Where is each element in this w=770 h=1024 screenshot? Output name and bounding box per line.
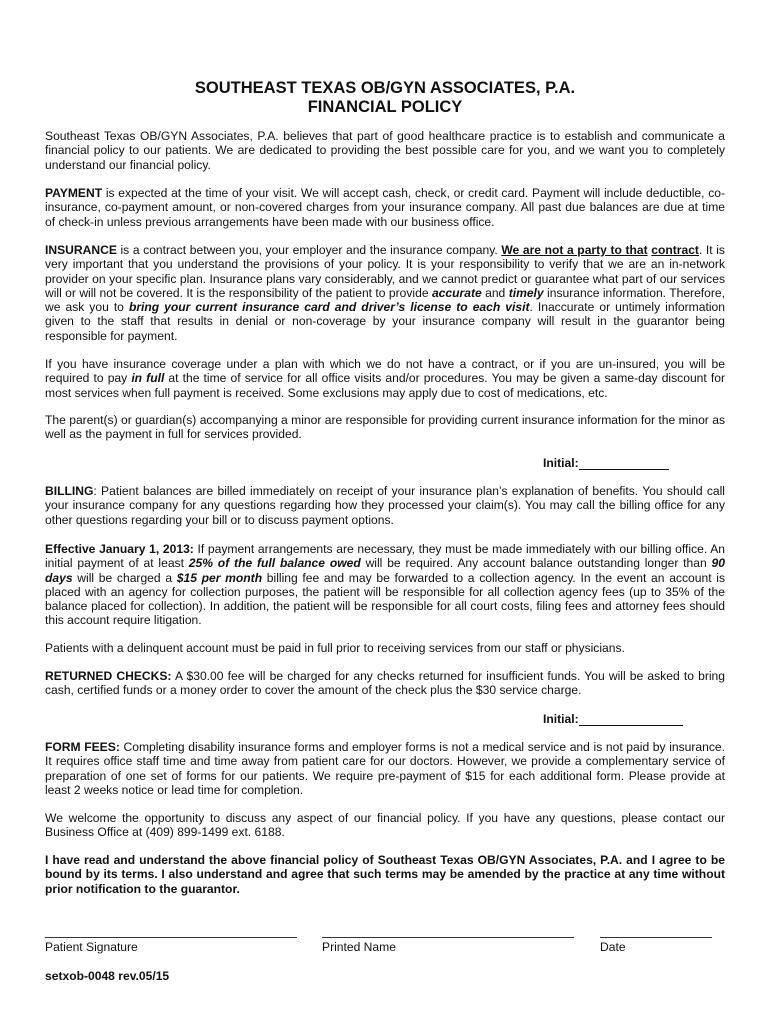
initial-field-1[interactable]: [543, 456, 669, 470]
initial-line[interactable]: [579, 713, 683, 726]
insurance-paragraph: [45, 243, 725, 343]
agreement-paragraph: I have read and understand the above financial policy of Southeast Texas OB/GYN Associates, P.A. and I agree to be bound by its terms. I also understand and agree that such terms may be amended by the practice at any time without prior notification to the guarantor.: [45, 853, 725, 896]
date-line[interactable]: [600, 937, 712, 938]
uninsured-text-2: at the time of service for all office visits and/or procedures. You may be given a same-day discount for most services when full payment is received. Some exclusions may apply due to cost of medications, etc.: [45, 371, 725, 400]
billing-text: : Patient balances are billed immediately on receipt of your insurance plan’s explanation of benefits. You should call your insurance company for any questions regarding how they processed your claim(s). You may call the billing office for any other questions regarding your bill or to discuss payment options.: [45, 484, 725, 527]
effective-emphasis-25-percent: 25% of the full balance owed: [188, 556, 361, 571]
date-label: Date: [600, 940, 626, 954]
initial-line[interactable]: [579, 457, 669, 470]
form-fees-text: Completing disability insurance forms and employer forms is not a medical service and is not paid by insurance. It requires office staff time and time away from patient care for our doctors. However, we provide a complementary service of preparation of one set of forms for our patients. We require pre-payment of $15 for each additional form. Please provide at least 2 weeks notice or lead time for completion.: [45, 740, 726, 797]
initial-label: Initial:: [543, 456, 579, 470]
effective-emphasis-15-per-month: $15 per month: [176, 570, 263, 585]
effective-paragraph: [45, 542, 725, 628]
insurance-text-3: and: [481, 285, 509, 300]
minor-paragraph: The parent(s) or guardian(s) accompanying a minor are responsible for providing current insurance information for the minor as well as the payment in full for services provided.: [45, 413, 725, 442]
page-subtitle: FINANCIAL POLICY: [307, 98, 463, 116]
effective-label: Effective January 1, 2013:: [45, 542, 194, 556]
effective-text-1: If payment arrangements are necessary, they must be made immediately with our billing office. An initial payment of at least: [45, 542, 725, 571]
form-revision-code: setxob-0048 rev.05/15: [45, 969, 170, 983]
initial-label: Initial:: [543, 712, 579, 726]
printed-name-label: Printed Name: [322, 940, 396, 954]
payment-text: is expected at the time of your visit. We will accept cash, check, or credit card. Payment will include deductible, co-insurance, co-payment amount, or non-covered charges from your insurance company. All past due balances are due at time of check-in unless previous arrangements have been made with our business office.: [45, 186, 725, 229]
form-fees-paragraph: [45, 740, 725, 797]
insurance-emphasis-timely: timely: [508, 285, 544, 300]
insurance-text-5: . Inaccurate or untimely information given to the staff that results in denial or non-coverage by your insurance company will result in the guarantor being responsible for payment.: [45, 300, 725, 343]
insurance-text-2: . It is very important that you understand the provisions of your policy. It is your responsibility to verify that we are an in-network provider on your specific plan. Insurance plans vary considerably, and we cannot predict or guarantee what part of our services will or will not be covered. It is the responsibility of the patient to provide: [45, 243, 725, 300]
returned-checks-text: A $30.00 fee will be charged for any checks returned for insufficient funds. You will be asked to bring cash, certified funds or a money order to cover the amount of the check plus the $30 service charge.: [45, 669, 725, 698]
uninsured-text-1: If you have insurance coverage under a plan with which we do not have a contract, or if you are un-insured, you will be required to pay: [45, 357, 725, 386]
initial-field-2[interactable]: [543, 712, 683, 726]
form-fees-label: FORM FEES:: [45, 740, 120, 754]
insurance-underline-2: contract: [651, 243, 699, 257]
insurance-label: INSURANCE: [45, 243, 117, 257]
patient-signature-label: Patient Signature: [45, 940, 138, 954]
printed-name-line[interactable]: [322, 937, 574, 938]
effective-text-4: billing fee and may be forwarded to a collection agency. In the event an account is placed with an agency for collection purposes, the patient will be responsible for all collection agency fees (up to 35% of the balance placed for collection). In addition, the patient will be responsible for all court costs, filing fees and attorney fees should this account require litigation.: [45, 570, 725, 628]
insurance-text-1: is a contract between you, your employer and the insurance company.: [116, 243, 502, 257]
returned-checks-paragraph: [45, 669, 725, 698]
payment-label: PAYMENT: [45, 186, 103, 200]
welcome-paragraph: We welcome the opportunity to discuss any aspect of our financial policy. If you have any questions, please contact our Business Office at (409) 899-1499 ext. 6188.: [45, 811, 725, 840]
insurance-text-4: insurance information. Therefore, we ask you to: [45, 285, 726, 315]
insurance-emphasis-bring-card: bring your current insurance card and driver’s license to each visit: [128, 300, 530, 315]
billing-label: BILLING: [45, 484, 94, 498]
returned-checks-label: RETURNED CHECKS:: [45, 669, 172, 683]
effective-text-2: will be required. Any account balance outstanding longer than: [360, 556, 712, 571]
delinquent-paragraph: Patients with a delinquent account must be paid in full prior to receiving services from our staff or physicians.: [45, 641, 625, 655]
uninsured-paragraph: [45, 357, 725, 400]
payment-paragraph: [45, 186, 725, 229]
patient-signature-line[interactable]: [45, 937, 297, 938]
uninsured-emphasis: in full: [131, 371, 165, 386]
billing-paragraph: [45, 484, 725, 527]
effective-emphasis-90-days: 90 days: [45, 556, 725, 585]
intro-paragraph: Southeast Texas OB/GYN Associates, P.A. believes that part of good healthcare practice is to establish and communicate a financial policy to our patients. We are dedicated to providing the best possible care for you, and we want you to completely understand our financial policy.: [45, 129, 725, 172]
effective-text-3: will be charged a: [72, 570, 177, 585]
insurance-emphasis-accurate: accurate: [431, 285, 482, 300]
page-title: SOUTHEAST TEXAS OB/GYN ASSOCIATES, P.A.: [194, 79, 576, 97]
insurance-underline-1: We are not a party to that: [501, 243, 648, 257]
